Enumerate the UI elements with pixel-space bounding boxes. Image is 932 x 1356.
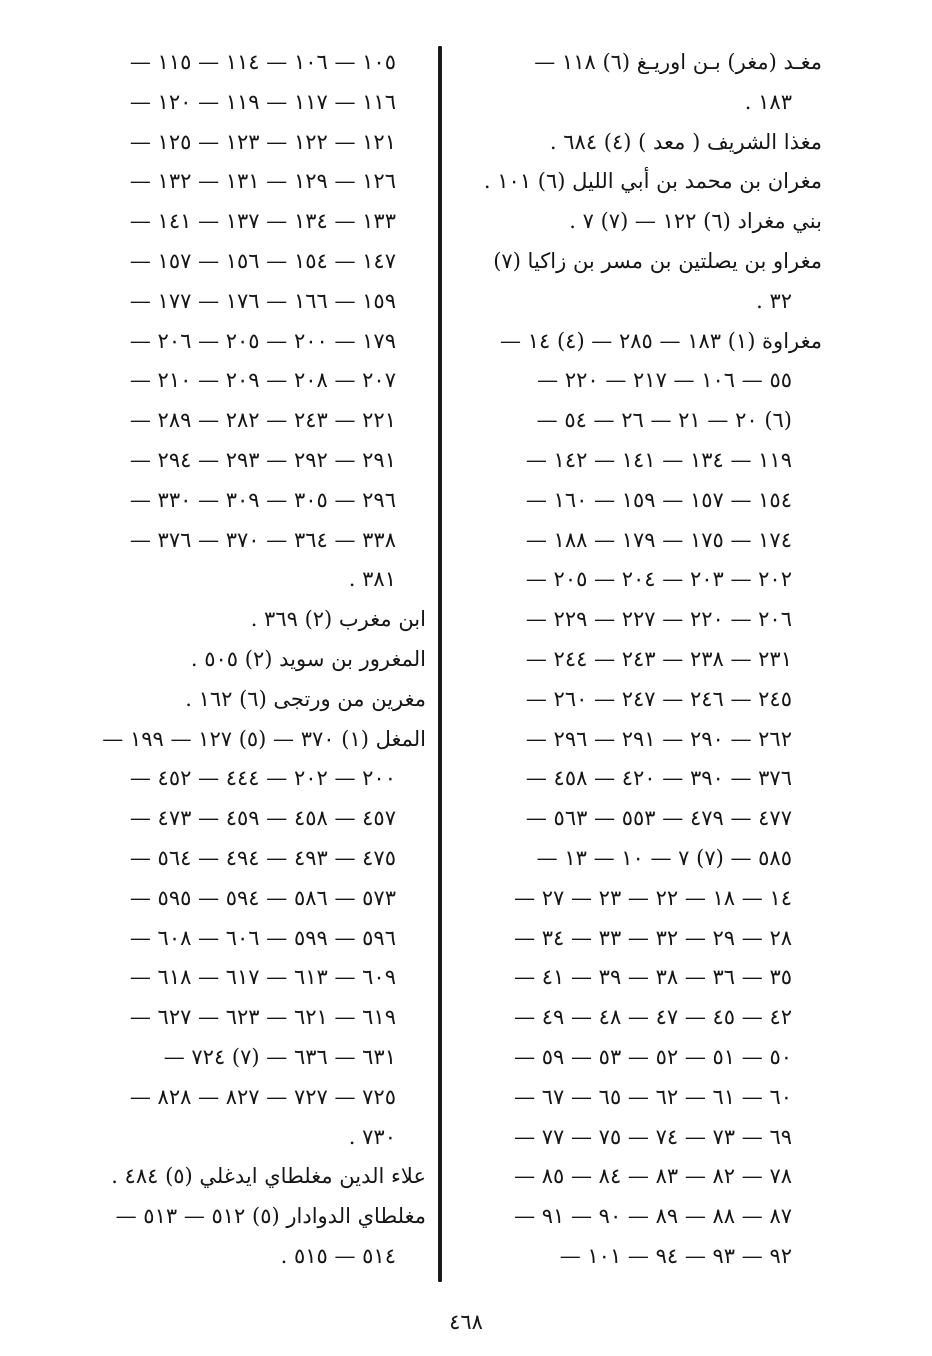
index-continuation-line: ١٢٦ — ١٢٩ — ١٣١ — ١٣٢ — xyxy=(129,169,396,194)
index-continuation-line: ٦٠ — ٦١ — ٦٢ — ٦٥ — ٦٧ — xyxy=(514,1084,792,1109)
index-continuation-line: ١٣٣ — ١٣٤ — ١٣٧ — ١٤١ — xyxy=(129,209,396,234)
index-continuation-line: ٢٠٠ — ٢٠٢ — ٤٤٤ — ٤٥٢ — xyxy=(129,766,396,791)
index-continuation-line: ٢٠٦ — ٢٢٠ — ٢٢٧ — ٢٢٩ — xyxy=(525,607,792,632)
index-continuation-line: ٦١٩ — ٦٢١ — ٦٢٣ — ٦٢٧ — xyxy=(129,1005,396,1030)
index-continuation-line: ٧٨ — ٨٢ — ٨٣ — ٨٤ — ٨٥ — xyxy=(514,1164,792,1189)
index-continuation-line: ٢٦٢ — ٢٩٠ — ٢٩١ — ٢٩٦ — xyxy=(525,726,792,751)
index-continuation-line: (٦) ٢٠ — ٢١ — ٢٦ — ٥٤ — xyxy=(536,408,792,433)
index-continuation-line: ١٧٤ — ١٧٥ — ١٧٩ — ١٨٨ — xyxy=(525,527,792,552)
index-continuation-line: ٣٢ . xyxy=(756,288,792,313)
index-continuation-line: ٢٠٢ — ٢٠٣ — ٢٠٤ — ٢٠٥ — xyxy=(525,567,792,592)
index-continuation-line: ١٥٤ — ١٥٧ — ١٥٩ — ١٦٠ — xyxy=(525,487,792,512)
index-entry-line: مغـد (مغر) بـن اوريـغ (٦) ١١٨ — xyxy=(534,50,822,74)
column-divider-rule xyxy=(438,46,442,1282)
index-continuation-line: ٤٢ — ٤٥ — ٤٧ — ٤٨ — ٤٩ — xyxy=(514,1005,792,1030)
index-continuation-line: ٥٠ — ٥١ — ٥٢ — ٥٣ — ٥٩ — xyxy=(514,1044,792,1069)
index-continuation-line: ١٢١ — ١٢٢ — ١٢٣ — ١٢٥ — xyxy=(129,129,396,154)
index-entry-line: مغلطاي الدوادار (٥) ٥١٢ — ٥١٣ — xyxy=(115,1204,426,1229)
index-continuation-line: ٨٧ — ٨٨ — ٨٩ — ٩٠ — ٩١ — xyxy=(514,1204,792,1229)
index-continuation-line: ٣٥ — ٣٦ — ٣٨ — ٣٩ — ٤١ — xyxy=(514,965,792,990)
right-index-column xyxy=(468,43,822,1277)
index-continuation-line: ٩٢ — ٩٣ — ٩٤ — ١٠١ — xyxy=(559,1243,792,1268)
index-entry-line: مغذا الشريف ( معد ) (٤) ٦٨٤ . xyxy=(549,129,822,154)
index-entry-line: مغراوة (١) ١٨٣ — ٢٨٥ — (٤) ١٤ — xyxy=(500,328,822,353)
index-continuation-line: ٤٧٧ — ٤٧٩ — ٥٥٣ — ٥٦٣ — xyxy=(525,806,792,831)
left-index-column xyxy=(72,43,426,1277)
page-number: ٤٦٨ xyxy=(449,1310,483,1334)
index-continuation-line: ٥٥ — ١٠٦ — ٢١٧ — ٢٢٠ — xyxy=(537,368,792,393)
index-entry-line: مغران بن محمد بن أبي الليل (٦) ١٠١ . xyxy=(483,169,822,194)
index-continuation-line: ٢٨ — ٢٩ — ٣٢ — ٣٣ — ٣٤ — xyxy=(514,925,792,950)
index-continuation-line: ١٤ — ١٨ — ٢٢ — ٢٣ — ٢٧ — xyxy=(514,885,792,910)
index-continuation-line: ٥١٤ — ٥١٥ . xyxy=(280,1243,396,1268)
index-continuation-line: ٤٧٥ — ٤٩٣ — ٤٩٤ — ٥٦٤ — xyxy=(129,845,396,870)
index-continuation-line: ٣٣٨ — ٣٦٤ — ٣٧٠ — ٣٧٦ — xyxy=(129,527,396,552)
index-continuation-line: ٥٩٦ — ٥٩٩ — ٦٠٦ — ٦٠٨ — xyxy=(129,925,396,950)
index-continuation-line: ٣٨١ . xyxy=(348,567,396,592)
index-entry-line: مغراو بن يصلتين بن مسر بن زاكيا (٧) xyxy=(493,248,822,273)
index-continuation-line: ١٥٩ — ١٦٦ — ١٧٦ — ١٧٧ — xyxy=(129,288,396,313)
index-entry-line: بني مغراد (٦) ١٢٢ — (٧) ٧ . xyxy=(569,209,822,234)
index-continuation-line: ٣٧٦ — ٣٩٠ — ٤٢٠ — ٤٥٨ — xyxy=(525,766,792,791)
index-continuation-line: ٤٥٧ — ٤٥٨ — ٤٥٩ — ٤٧٣ — xyxy=(129,806,396,831)
index-continuation-line: ١١٩ — ١٣٤ — ١٤١ — ١٤٢ — xyxy=(525,447,792,472)
index-continuation-line: ٦٣١ — ٦٣٦ — (٧) ٧٢٤ — xyxy=(163,1044,396,1069)
index-continuation-line: ٦٩ — ٧٣ — ٧٤ — ٧٥ — ٧٧ — xyxy=(514,1124,792,1149)
index-entry-line: ابن مغرب (٢) ٣٦٩ . xyxy=(250,607,426,632)
index-continuation-line: ١١٦ — ١١٧ — ١١٩ — ١٢٠ — xyxy=(129,89,396,114)
index-entry-line: المغرور بن سويد (٢) ٥٠٥ . xyxy=(190,646,426,671)
index-continuation-line: ١٤٧ — ١٥٤ — ١٥٦ — ١٥٧ — xyxy=(129,248,396,273)
index-continuation-line: ٢٣١ — ٢٣٨ — ٢٤٣ — ٢٤٤ — xyxy=(525,646,792,671)
index-continuation-line: ٢٤٥ — ٢٤٦ — ٢٤٧ — ٢٦٠ — xyxy=(525,686,792,711)
index-continuation-line: ١٠٥ — ١٠٦ — ١١٤ — ١١٥ — xyxy=(129,50,396,74)
index-continuation-line: ٧٢٥ — ٧٢٧ — ٨٢٧ — ٨٢٨ — xyxy=(129,1084,396,1109)
index-entry-line: مغرين من ورتجى (٦) ١٦٢ . xyxy=(185,686,426,711)
index-entry-line: علاء الدين مغلطاي ايدغلي (٥) ٤٨٤ . xyxy=(111,1164,426,1189)
index-continuation-line: ٢٢١ — ٢٤٣ — ٢٨٢ — ٢٨٩ — xyxy=(129,408,396,433)
index-continuation-line: ٥٨٥ — (٧) ٧ — ١٠ — ١٣ — xyxy=(536,845,792,870)
index-continuation-line: ٢٩١ — ٢٩٢ — ٢٩٣ — ٢٩٤ — xyxy=(129,447,396,472)
index-continuation-line: ١٧٩ — ٢٠٠ — ٢٠٥ — ٢٠٦ — xyxy=(129,328,396,353)
index-continuation-line: ٥٧٣ — ٥٨٦ — ٥٩٤ — ٥٩٥ — xyxy=(129,885,396,910)
index-continuation-line: ٧٣٠ . xyxy=(348,1124,396,1149)
index-continuation-line: ٦٠٩ — ٦١٣ — ٦١٧ — ٦١٨ — xyxy=(129,965,396,990)
index-continuation-line: ١٨٣ . xyxy=(744,89,792,114)
index-continuation-line: ٢٠٧ — ٢٠٨ — ٢٠٩ — ٢١٠ — xyxy=(129,368,396,393)
index-entry-line: المغل (١) ٣٧٠ — (٥) ١٢٧ — ١٩٩ — xyxy=(102,726,426,751)
index-continuation-line: ٢٩٦ — ٣٠٥ — ٣٠٩ — ٣٣٠ — xyxy=(129,487,396,512)
